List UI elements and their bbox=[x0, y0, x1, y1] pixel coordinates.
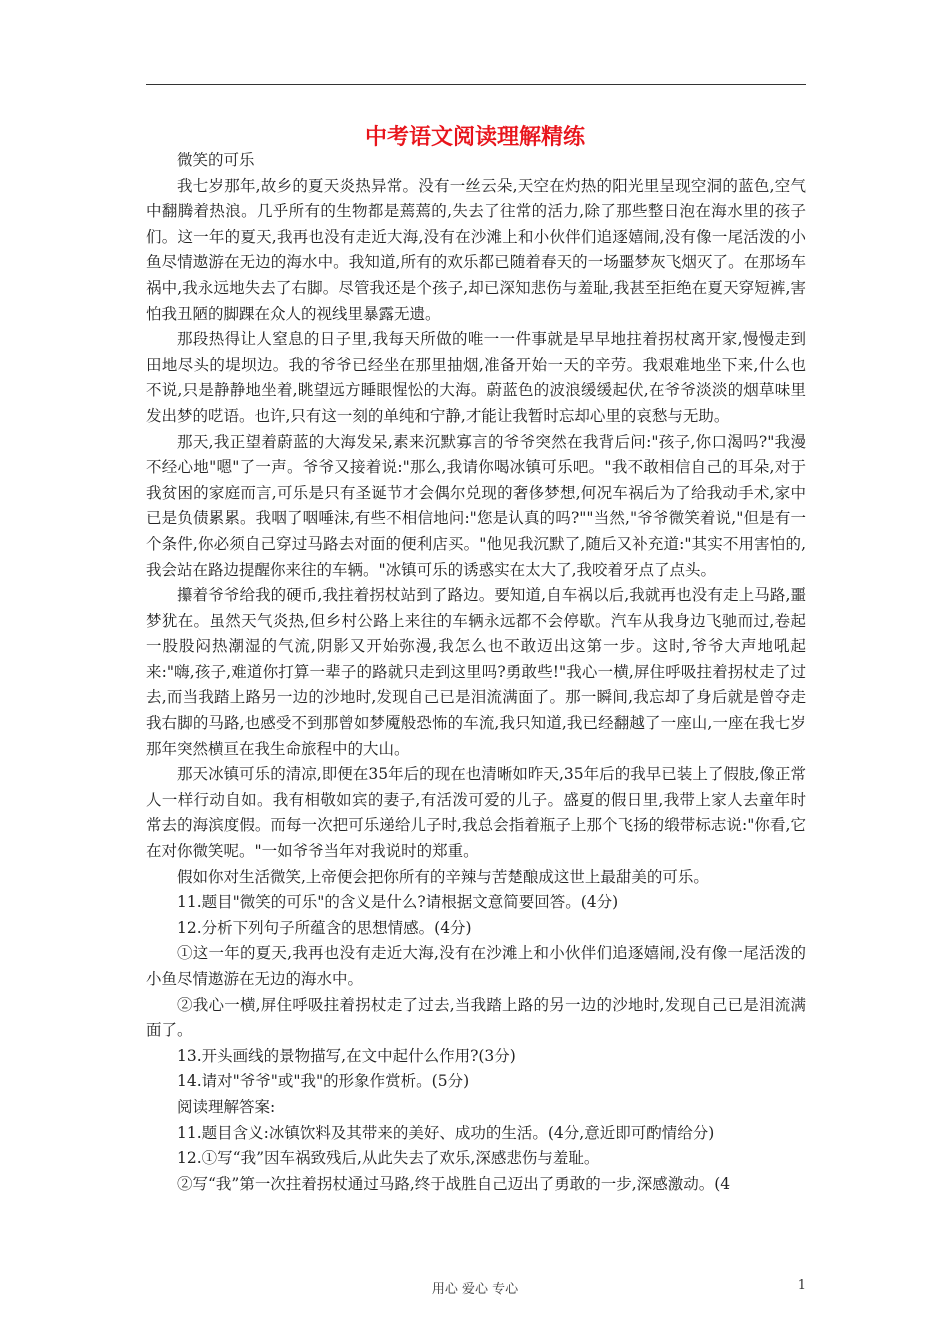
paragraph: 我七岁那年,故乡的夏天炎热异常。没有一丝云朵,天空在灼热的阳光里呈现空洞的蓝色,空气中翻腾着热浪。几乎所有的生物都是蔫蔫的,失去了往常的活力,除了那些整日泡在海水里的孩子们。这一年的夏天,我再也没有走近大海,没有在沙滩上和小伙伴们追逐嬉闹,没有像一尾活泼的小鱼尽情遨游在无边的海水中。我知道,所有的欢乐都已随着春天的一场噩梦灰飞烟灭了。在那场车祸中,我永远地失去了右脚。尽管我还是个孩子,却已深知悲伤与羞耻,我甚至拒绝在夏天穿短裤,害怕我丑陋的脚踝在众人的视线里暴露无遗。 bbox=[146, 176, 806, 323]
question-12-sentence-1: ①这一年的夏天,我再也没有走近大海,没有在沙滩上和小伙伴们追逐嬉闹,没有像一尾活泼的小鱼尽情遨游在无边的海水中。 bbox=[146, 944, 806, 988]
article-title: 微笑的可乐 bbox=[177, 151, 255, 169]
paragraph: 攥着爷爷给我的硬币,我拄着拐杖站到了路边。要知道,自车祸以后,我就再也没有走上马路,噩梦犹在。虽然天气炎热,但乡村公路上来往的车辆永远都不会停歇。汽车从我身边飞驰而过,卷起一股股闷热潮湿的气流,阴影又开始弥漫,我怎么也不敢迈出这第一步。这时,爷爷大声地吼起来:"嗨,孩子,难道你打算一辈子的路就只走到这里吗?勇敢些!"我心一横,屏住呼吸拄着拐杖走了过去,而当我踏上路另一边的沙地时,发现自己已是泪流满面了。那一瞬间,我忘却了身后就是曾夺走我右脚的马路,也感受不到那曾如梦魇般恐怖的车流,我只知道,我已经翻越了一座山,一座在我七岁那年突然横亘在我生命旅程中的大山。 bbox=[146, 586, 806, 758]
question-12-sentence-2: ②我心一横,屏住呼吸拄着拐杖走了过去,当我踏上路的另一边的沙地时,发现自己已是泪流满面了。 bbox=[146, 995, 806, 1040]
page-title: 中考语文阅读理解精练 bbox=[364, 124, 585, 150]
question-11: 11.题目"微笑的可乐"的含义是什么?请根据文意简要回答。(4分) bbox=[177, 893, 619, 912]
page-footer: 用心 爱心 专心 bbox=[431, 1282, 519, 1297]
page-number: 1 bbox=[797, 1278, 806, 1293]
answer-12-1: 12.①写“我”因车祸致残后,从此失去了欢乐,深感悲伤与羞耻。 bbox=[177, 1149, 600, 1168]
paragraph: 那段热得让人窒息的日子里,我每天所做的唯一一件事就是早早地拄着拐杖离开家,慢慢走到田地尽头的堤坝边。我的爷爷已经坐在那里抽烟,准备开始一天的辛劳。我艰难地坐下来,什么也不说,只是静静地坐着,眺望远方睡眼惺忪的大海。蔚蓝色的波浪缓缓起伏,在爷爷淡淡的烟草味里发出梦的呓语。也许,只有这一刻的单纯和宁静,才能让我暂时忘却心里的哀愁与无助。 bbox=[146, 330, 806, 425]
paragraph: 假如你对生活微笑,上帝便会把你所有的辛辣与苦楚酿成这世上最甜美的可乐。 bbox=[177, 867, 709, 886]
question-14: 14.请对"爷爷"或"我"的形象作赏析。(5分) bbox=[177, 1072, 470, 1091]
answer-12-2: ②写“我”第一次拄着拐杖通过马路,终于战胜自己迈出了勇敢的一步,深感激动。(4 bbox=[177, 1174, 731, 1193]
header-rule bbox=[146, 84, 806, 85]
question-12: 12.分析下列句子所蕴含的思想情感。(4分) bbox=[177, 918, 472, 937]
document-body bbox=[146, 148, 806, 1197]
question-13: 13.开头画线的景物描写,在文中起什么作用?(3分) bbox=[177, 1046, 516, 1065]
answers-heading: 阅读理解答案: bbox=[177, 1097, 276, 1116]
paragraph: 那天冰镇可乐的清凉,即便在35年后的现在也清晰如昨天,35年后的我早已装上了假肢,像正常人一样行动自如。我有相敬如宾的妻子,有活泼可爱的儿子。盛夏的假日里,我带上家人去童年时常去的海滨度假。而每一次把可乐递给儿子时,我总会指着瓶子上那个飞扬的缎带标志说:"你看,它在对你微笑呢。"一如爷爷当年对我说时的郑重。 bbox=[146, 765, 806, 861]
paragraph: 那天,我正望着蔚蓝的大海发呆,素来沉默寡言的爷爷突然在我背后问:"孩子,你口渴吗?"我漫不经心地"嗯"了一声。爷爷又接着说:"那么,我请你喝冰镇可乐吧。"我不敢相信自己的耳朵,对于我贫困的家庭而言,可乐是只有圣诞节才会偶尔兑现的奢侈梦想,何况车祸后为了给我动手术,家中已是负债累累。我咽了咽唾沫,有些不相信地问:"您是认真的吗?""当然,"爷爷微笑着说,"但是有一个条件,你必须自己穿过马路去对面的便利店买。"他见我沉默了,随后又补充道:"其实不用害怕的,我会站在路边提醒你来往的车辆。"冰镇可乐的诱惑实在太大了,我咬着牙点了点头。 bbox=[146, 432, 806, 579]
answer-11: 11.题目含义:冰镇饮料及其带来的美好、成功的生活。(4分,意近即可酌情给分) bbox=[177, 1123, 715, 1142]
